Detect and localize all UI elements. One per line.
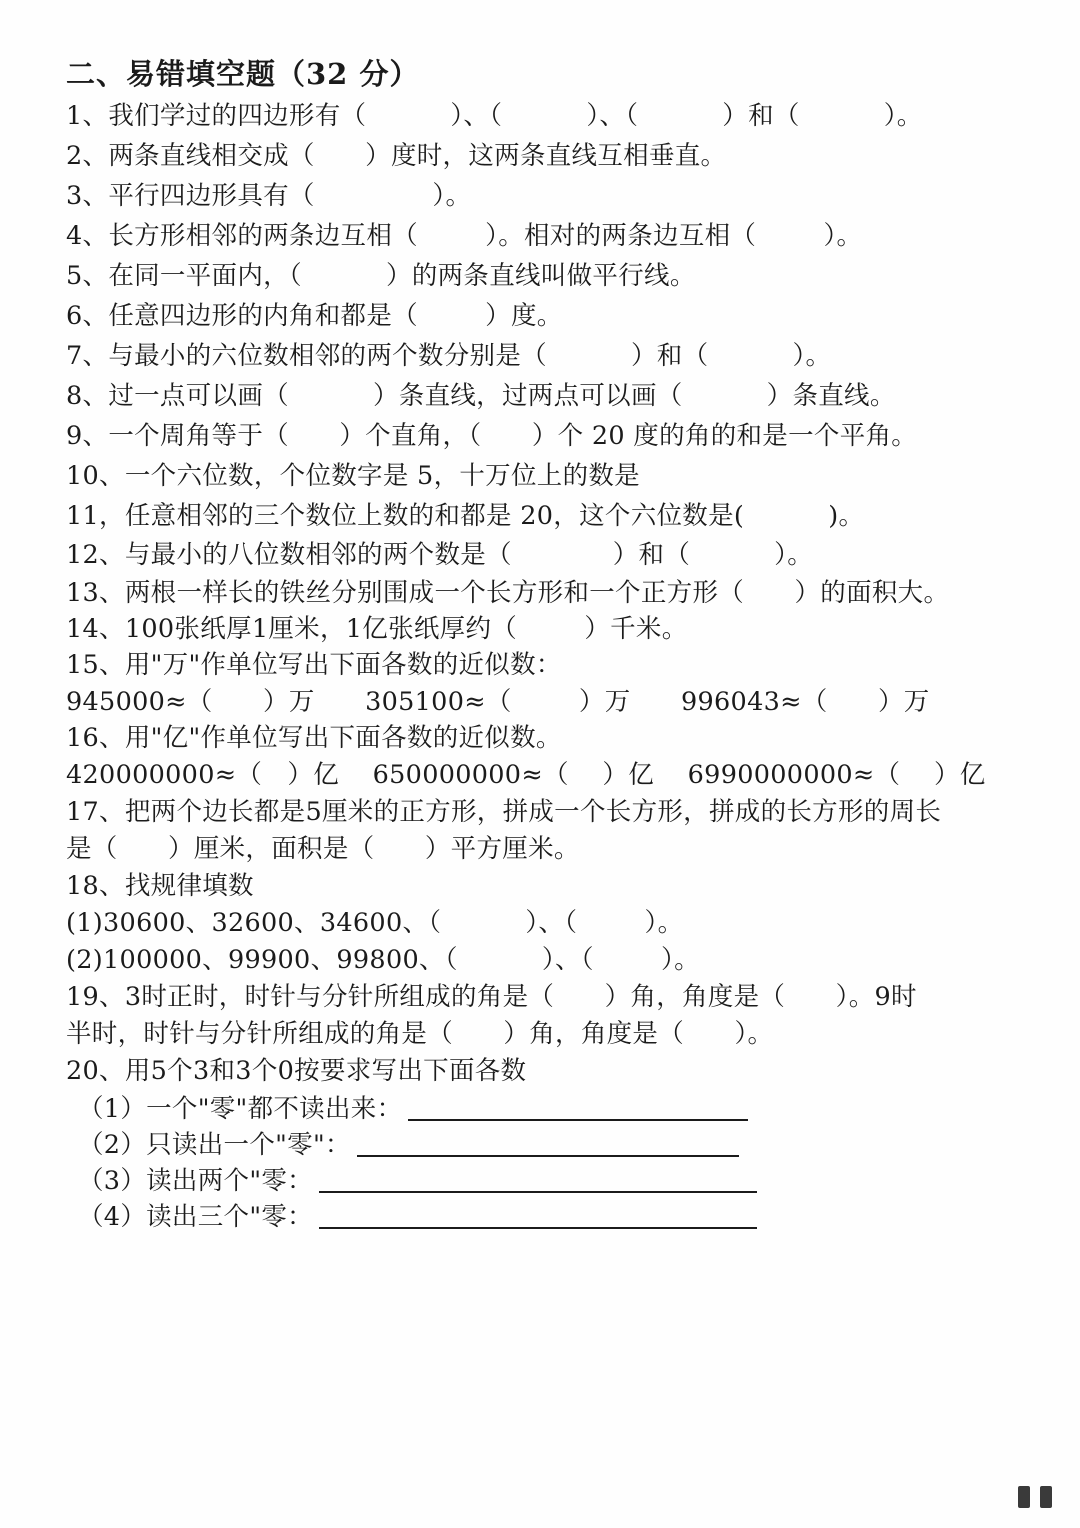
question-15-items: 945000≈（ ）万 305100≈（ ）万 996043≈（ ）万 [66, 687, 930, 717]
question-9: 9、一个周角等于（ ）个直角，（ ）个 20 度的角的和是一个平角。 [66, 421, 918, 451]
question-7: 7、与最小的六位数相邻的两个数分别是（ ）和（ ）。 [66, 341, 832, 371]
question-19-line-2: 半时，时针与分针所组成的角是（ ）角，角度是（ ）。 [66, 1019, 774, 1049]
question-17-line-2: 是（ ）厘米，面积是（ ）平方厘米。 [66, 834, 580, 864]
section-heading: 二、易错填空题（32 分） [66, 57, 420, 91]
question-20-part-1 [78, 1089, 748, 1125]
question-5: 5、在同一平面内，（ ）的两条直线叫做平行线。 [66, 261, 696, 291]
question-8: 8、过一点可以画（ ）条直线，过两点可以画（ ）条直线。 [66, 381, 896, 411]
question-2: 2、两条直线相交成（ ）度时，这两条直线互相垂直。 [66, 141, 727, 171]
question-20-part-1-label: （1）一个"零"都不读出来： [78, 1094, 403, 1124]
question-20: 20、用5个3和3个0按要求写出下面各数 [66, 1056, 527, 1086]
question-19-line-1: 19、3时正时，时针与分针所组成的角是（ ）角，角度是（ ）。9时 [66, 982, 917, 1012]
question-10: 10、一个六位数，个位数字是 5，十万位上的数是 [66, 461, 640, 491]
question-14: 14、100张纸厚1厘米，1亿张纸厚约（ ）千米。 [66, 614, 688, 644]
question-3: 3、平行四边形具有（ ）。 [66, 181, 472, 211]
answer-line-1[interactable] [408, 1093, 748, 1121]
question-4: 4、长方形相邻的两条边互相（ ）。相对的两条边互相（ ）。 [66, 221, 863, 251]
answer-line-4[interactable] [319, 1201, 757, 1229]
question-16: 16、用"亿"作单位写出下面各数的近似数。 [66, 723, 562, 753]
answer-line-3[interactable] [319, 1165, 757, 1193]
answer-line-2[interactable] [357, 1129, 739, 1157]
question-20-part-2 [78, 1125, 739, 1161]
question-18-part-1: (1)30600、32600、34600、（ ）、（ ）。 [66, 908, 684, 938]
question-18-part-2: (2)100000、99900、99800、（ ）、（ ）。 [66, 945, 700, 975]
question-20-part-3 [78, 1161, 757, 1197]
question-18: 18、找规律填数 [66, 871, 254, 901]
question-20-part-4-label: （4）读出三个"零： [78, 1202, 313, 1232]
question-15: 15、用"万"作单位写出下面各数的近似数： [66, 650, 562, 680]
question-20-part-2-label: （2）只读出一个"零"： [78, 1130, 351, 1160]
corner-mark-icon [1018, 1486, 1056, 1508]
question-17-line-1: 17、把两个边长都是5厘米的正方形，拼成一个长方形，拼成的长方形的周长 [66, 797, 942, 827]
question-1: 1、我们学过的四边形有（ ）、（ ）、（ ）和（ ）。 [66, 101, 923, 131]
question-11: 11，任意相邻的三个数位上数的和都是 20，这个六位数是( )。 [66, 501, 865, 531]
question-20-part-4 [78, 1197, 757, 1233]
question-6: 6、任意四边形的内角和都是（ ）度。 [66, 301, 563, 331]
question-13: 13、两根一样长的铁丝分别围成一个长方形和一个正方形（ ）的面积大。 [66, 578, 950, 608]
question-20-part-3-label: （3）读出两个"零： [78, 1166, 313, 1196]
question-12: 12、与最小的八位数相邻的两个数是（ ）和（ ）。 [66, 540, 814, 570]
question-16-items: 420000000≈（ ）亿 650000000≈（ ）亿 6990000000≈（ ）亿 [66, 760, 986, 790]
